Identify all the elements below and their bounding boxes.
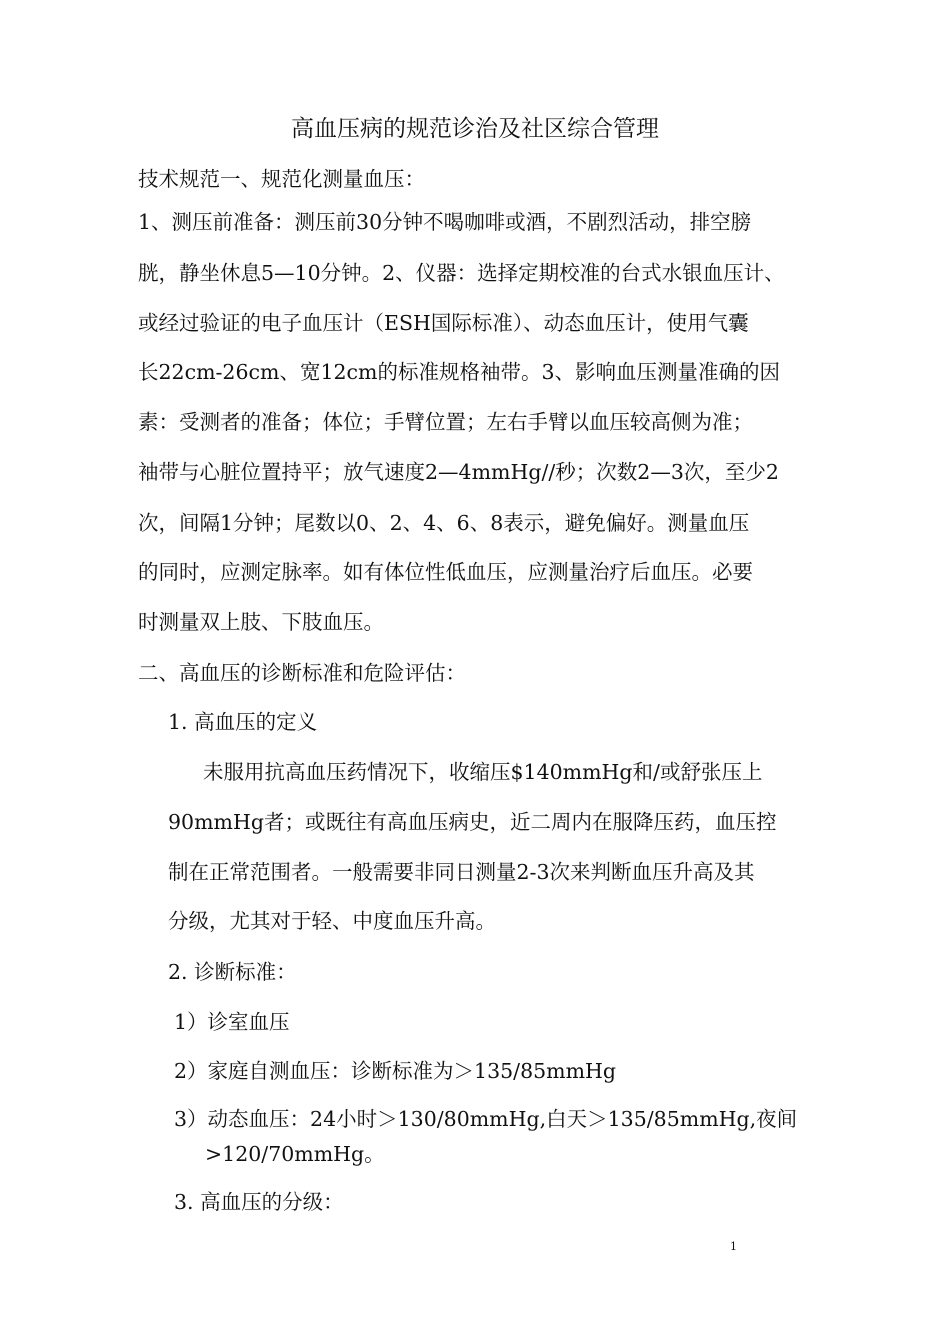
page-number: 1 <box>730 1240 737 1253</box>
subsection-heading: 2. 诊断标准： <box>168 960 297 984</box>
text-line: 的同时，应测定脉率。如有体位性低血压，应测量治疗后血压。必要 <box>138 560 753 584</box>
subsection-heading: 3. 高血压的分级： <box>174 1190 344 1214</box>
text-line: 长22cm-26cm、宽12cm的标准规格袖带。3、影响血压测量准确的因 <box>138 360 780 384</box>
text-line: 素：受测者的准备；体位；手臂位置；左右手臂以血压较高侧为准； <box>138 410 753 434</box>
subsection-heading: 1. 高血压的定义 <box>168 710 318 734</box>
document-title: 高血压病的规范诊治及社区综合管理 <box>291 116 659 142</box>
text-line: 制在正常范围者。一般需要非同日测量2-3次来判断血压升高及其 <box>168 860 755 884</box>
list-item-continuation: >120/70mmHg。 <box>205 1142 385 1166</box>
text-line: 90mmHg者；或既往有高血压病史，近二周内在服降压药，血压控 <box>168 810 777 834</box>
text-line: 未服用抗高血压药情况下，收缩压$140mmHg和/或舒张压上 <box>203 760 763 784</box>
text-line: 技术规范一、规范化测量血压： <box>138 167 425 191</box>
text-line: 分级，尤其对于轻、中度血压升高。 <box>168 909 496 933</box>
list-item: 2）家庭自测血压：诊断标准为＞135/85mmHg <box>174 1059 617 1083</box>
text-line: 袖带与心脏位置持平；放气速度2—4mmHg//秒；次数2—3次，至少2 <box>138 460 779 484</box>
list-item: 1）诊室血压 <box>174 1010 290 1034</box>
text-line: 或经过验证的电子血压计（ESH国际标准）、动态血压计，使用气囊 <box>138 311 749 335</box>
list-item: 3）动态血压：24小时＞130/80mmHg,白天＞135/85mmHg,夜间 <box>174 1107 798 1131</box>
section-heading: 二、高血压的诊断标准和危险评估： <box>138 661 466 685</box>
text-line: 时测量双上肢、下肢血压。 <box>138 610 384 634</box>
text-line: 胱，静坐休息5—10分钟。2、仪器：选择定期校准的台式水银血压计、 <box>138 261 785 285</box>
text-line: 1、测压前准备：测压前30分钟不喝咖啡或酒，不剧烈活动，排空膀 <box>138 210 752 234</box>
text-line: 次，间隔1分钟；尾数以0、2、4、6、8表示，避免偏好。测量血压 <box>138 511 750 535</box>
